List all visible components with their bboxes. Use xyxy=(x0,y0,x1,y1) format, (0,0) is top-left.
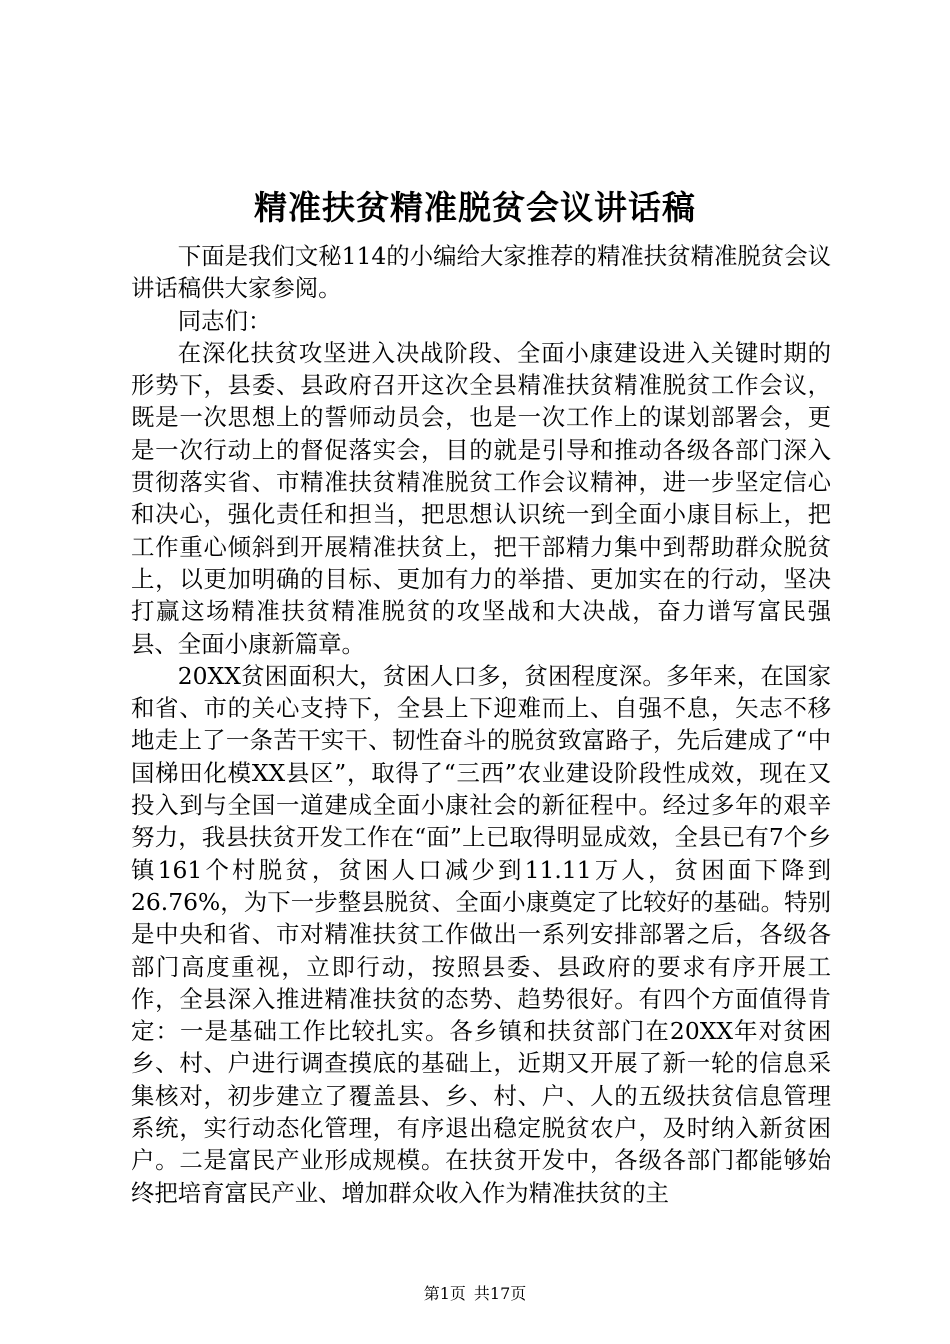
paragraph-main-1: 在深化扶贫攻坚进入决战阶段、全面小康建设进入关键时期的形势下，县委、县政府召开这次全县精准扶贫精准脱贫工作会议，既是一次思想上的誓师动员会，也是一次工作上的谋划部署会，更是一次行动上的督促落实会，目的就是引导和推动各级各部门深入贯彻落实省、市精准扶贫精准脱贫工作会议精神，进一步坚定信心和决心，强化责任和担当，把思想认识统一到全面小康目标上，把工作重心倾斜到开展精准扶贫上，把干部精力集中到帮助群众脱贫上，以更加明确的目标、更加有力的举措、更加实在的行动，坚决打赢这场精准扶贫精准脱贫的攻坚战和大决战，奋力谱写富民强县、全面小康新篇章。 xyxy=(131,338,831,658)
page-total: 共17页 xyxy=(473,1284,527,1303)
paragraph-intro: 下面是我们文秘114的小编给大家推荐的精准扶贫精准脱贫会议讲话稿供大家参阅。 xyxy=(131,242,831,303)
paragraph-main-2: 20XX贫困面积大，贫困人口多，贫困程度深。多年来，在国家和省、市的关心支持下，全县上下迎难而上、自强不息，矢志不移地走上了一条苦干实干、韧性奋斗的脱贫致富路子，先后建成了“中国梯田化模XX县区”，取得了“三西”农业建设阶段性成效，现在又投入到与全国一道建成全面小康社会的新征程中。经过多年的艰辛努力，我县扶贫开发工作在“面”上已取得明显成效，全县已有7个乡镇161个村脱贫，贫困人口减少到11.11万人，贫困面下降到26.76%，为下一步整县脱贫、全面小康奠定了比较好的基础。特别是中央和省、市对精准扶贫工作做出一系列安排部署之后，各级各部门高度重视，立即行动，按照县委、县政府的要求有序开展工作，全县深入推进精准扶贫的态势、趋势很好。有四个方面值得肯定：一是基础工作比较扎实。各乡镇和扶贫部门在20XX年对贫困乡、村、户进行调查摸底的基础上，近期又开展了新一轮的信息采集核对，初步建立了覆盖县、乡、村、户、人的五级扶贫信息管理系统，实行动态化管理，有序退出稳定脱贫农户，及时纳入新贫困户。二是富民产业形成规模。在扶贫开发中，各级各部门都能够始终把培育富民产业、增加群众收入作为精准扶贫的主 xyxy=(131,661,831,1207)
page-footer xyxy=(0,1283,950,1305)
page-number: 第1页 xyxy=(423,1284,466,1303)
paragraph-salutation: 同志们： xyxy=(177,306,272,335)
document-title: 精准扶贫精准脱贫会议讲话稿 xyxy=(254,188,696,227)
document-body xyxy=(131,240,831,1209)
